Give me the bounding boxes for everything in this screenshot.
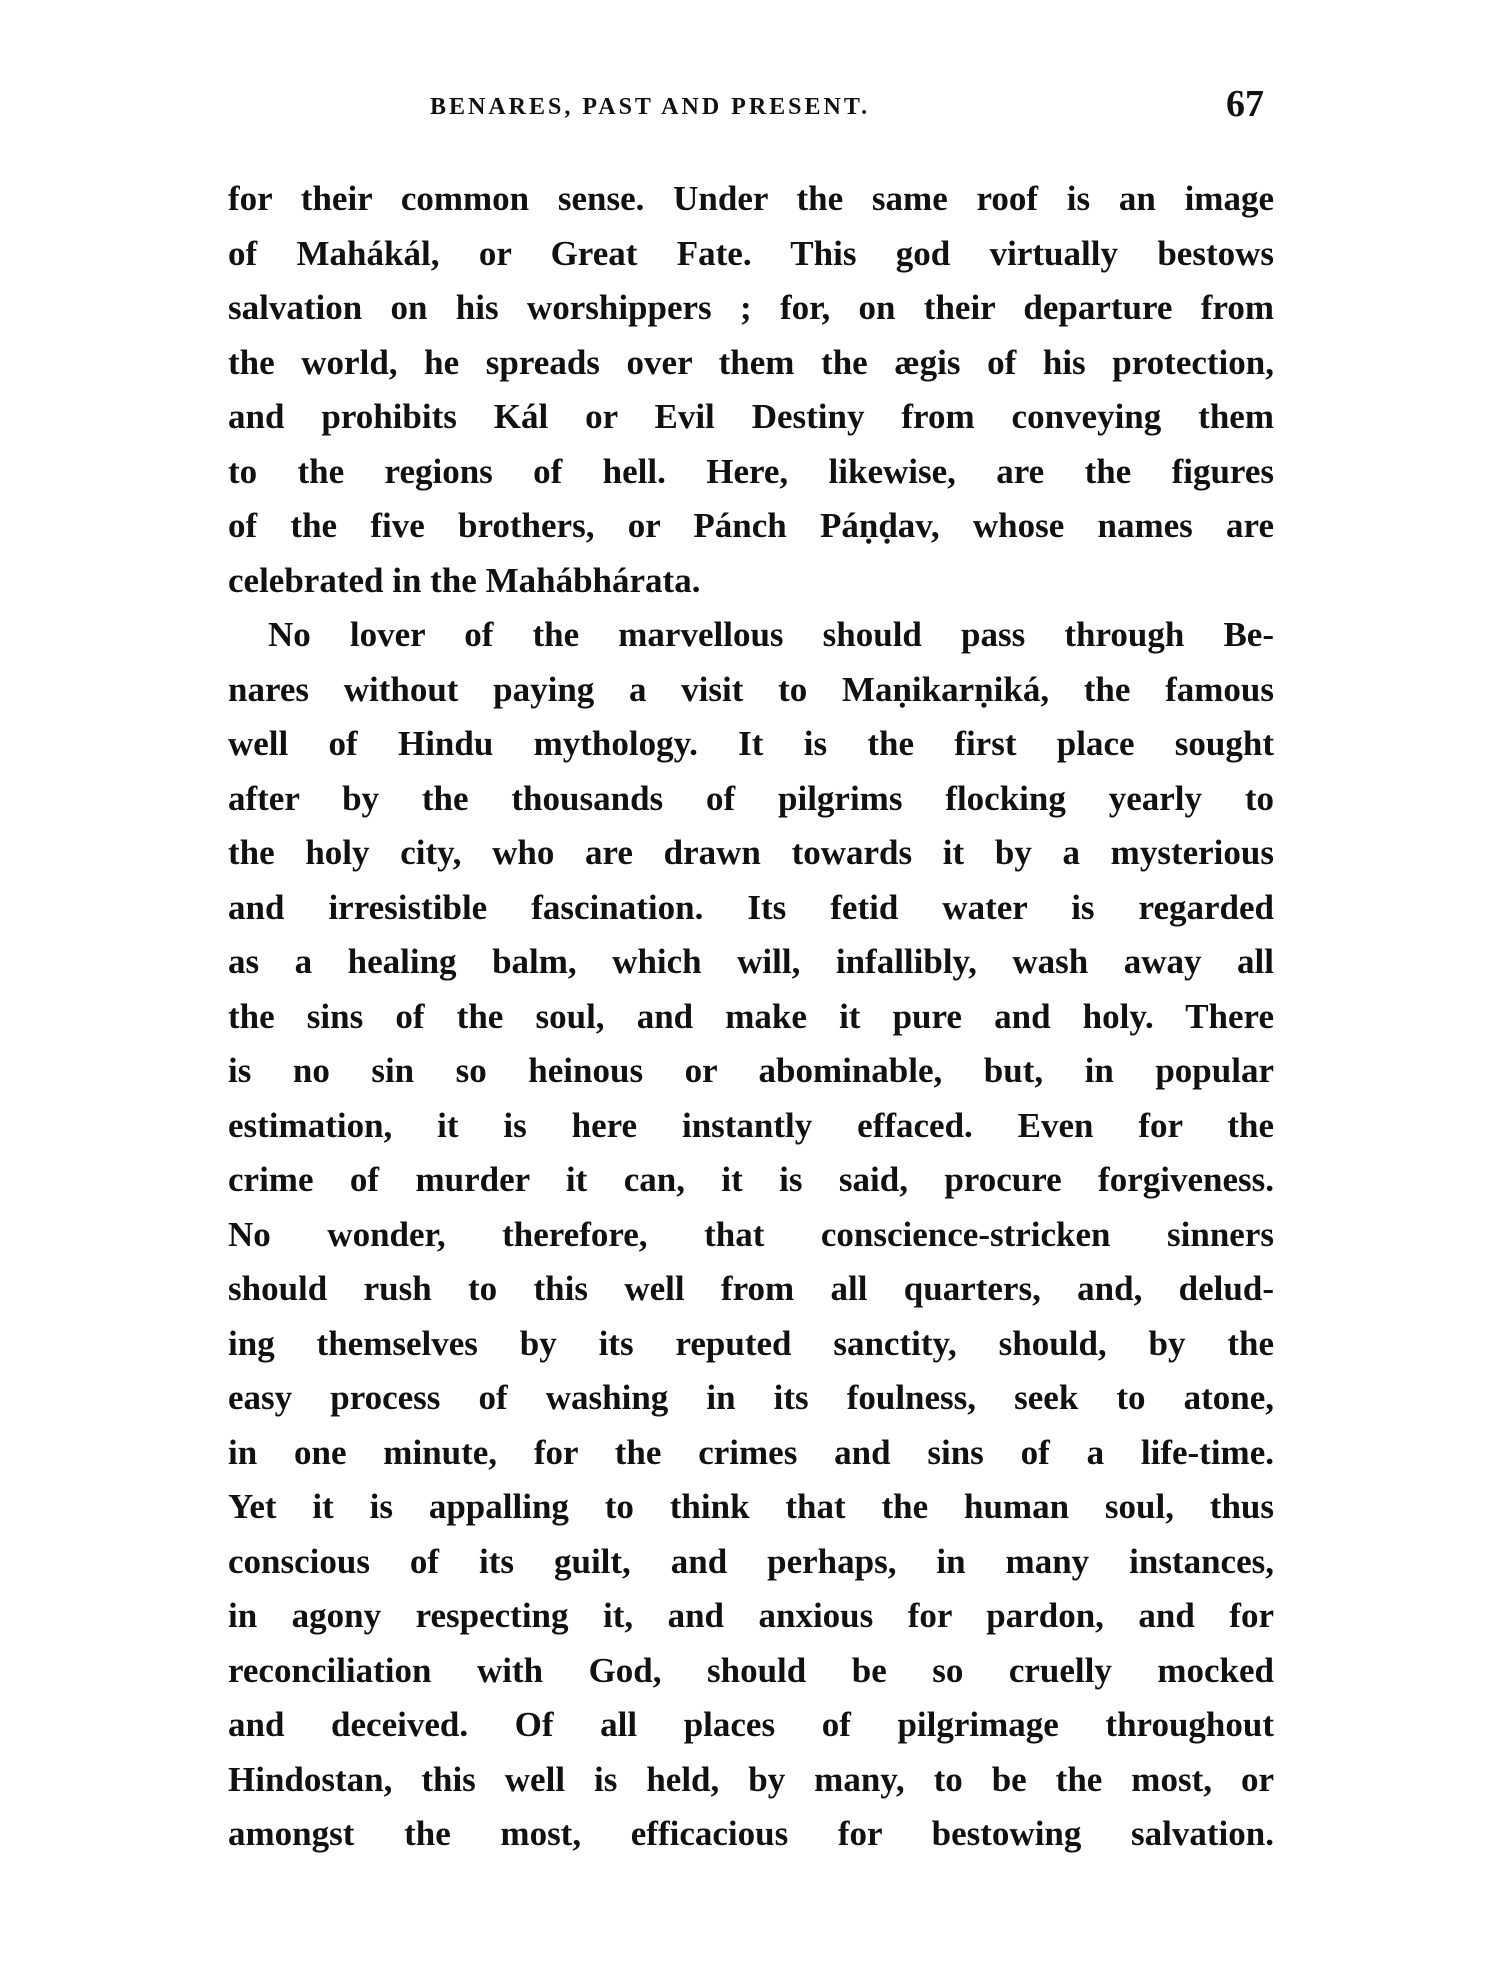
text-line: the world, he spreads over them the ægis of his protection, <box>228 342 1274 382</box>
text-line: nares without paying a visit to Maṇikarṇiká, the famous <box>228 669 1274 709</box>
text-line: of the five brothers, or Pánch Páṇḍav, whose names are <box>228 506 1274 545</box>
text-line: conscious of its guilt, and perhaps, in many instances, <box>228 1541 1274 1581</box>
page-number: 67 <box>1226 83 1264 125</box>
text-line: the holy city, who are drawn towards it by a mysterious <box>228 833 1274 872</box>
text-line: and prohibits Kál or Evil Destiny from conveying them <box>228 397 1274 436</box>
text-line: Yet it is appalling to think that the human soul, thus <box>228 1487 1274 1526</box>
text-line: easy process of washing in its foulness, seek to atone, <box>228 1378 1274 1417</box>
text-line: as a healing balm, which will, infallibly, wash away all <box>228 942 1274 981</box>
text-line: crime of murder it can, it is said, procure forgiveness. <box>228 1160 1274 1199</box>
text-line: is no sin so heinous or abominable, but, in popular <box>228 1051 1274 1090</box>
text-line: No wonder, therefore, that conscience-stricken sinners <box>228 1214 1274 1254</box>
text-line: No lover of the marvellous should pass through Be- <box>268 615 1274 654</box>
text-line: in one minute, for the crimes and sins of a life-time. <box>228 1432 1274 1472</box>
text-line: celebrated in the Mahábhárata. <box>228 560 701 600</box>
text-line: reconciliation with God, should be so cruelly mocked <box>228 1650 1274 1690</box>
text-line: ing themselves by its reputed sanctity, should, by the <box>228 1323 1274 1363</box>
text-line: Hindostan, this well is held, by many, to be the most, or <box>228 1759 1274 1799</box>
text-line: and deceived. Of all places of pilgrimage throughout <box>228 1705 1274 1744</box>
text-line: amongst the most, efficacious for bestowing salvation. <box>228 1814 1274 1853</box>
text-line: in agony respecting it, and anxious for pardon, and for <box>228 1596 1274 1635</box>
text-line: to the regions of hell. Here, likewise, are the figures <box>228 451 1274 491</box>
text-line: for their common sense. Under the same roof is an image <box>228 179 1274 218</box>
text-line: of Mahákál, or Great Fate. This god virtually bestows <box>228 233 1274 273</box>
text-line: well of Hindu mythology. It is the first place sought <box>228 724 1274 763</box>
body-text <box>228 172 1274 1862</box>
text-line: after by the thousands of pilgrims flocking yearly to <box>228 778 1274 818</box>
text-line: salvation on his worshippers ; for, on their departure from <box>228 288 1274 327</box>
text-line: and irresistible fascination. Its fetid water is regarded <box>228 887 1274 927</box>
text-line: estimation, it is here instantly effaced. Even for the <box>228 1105 1274 1145</box>
text-line: the sins of the soul, and make it pure and holy. There <box>228 996 1274 1036</box>
text-line: should rush to this well from all quarters, and, delud- <box>228 1269 1274 1308</box>
running-head: BENARES, PAST AND PRESENT. <box>430 94 871 120</box>
